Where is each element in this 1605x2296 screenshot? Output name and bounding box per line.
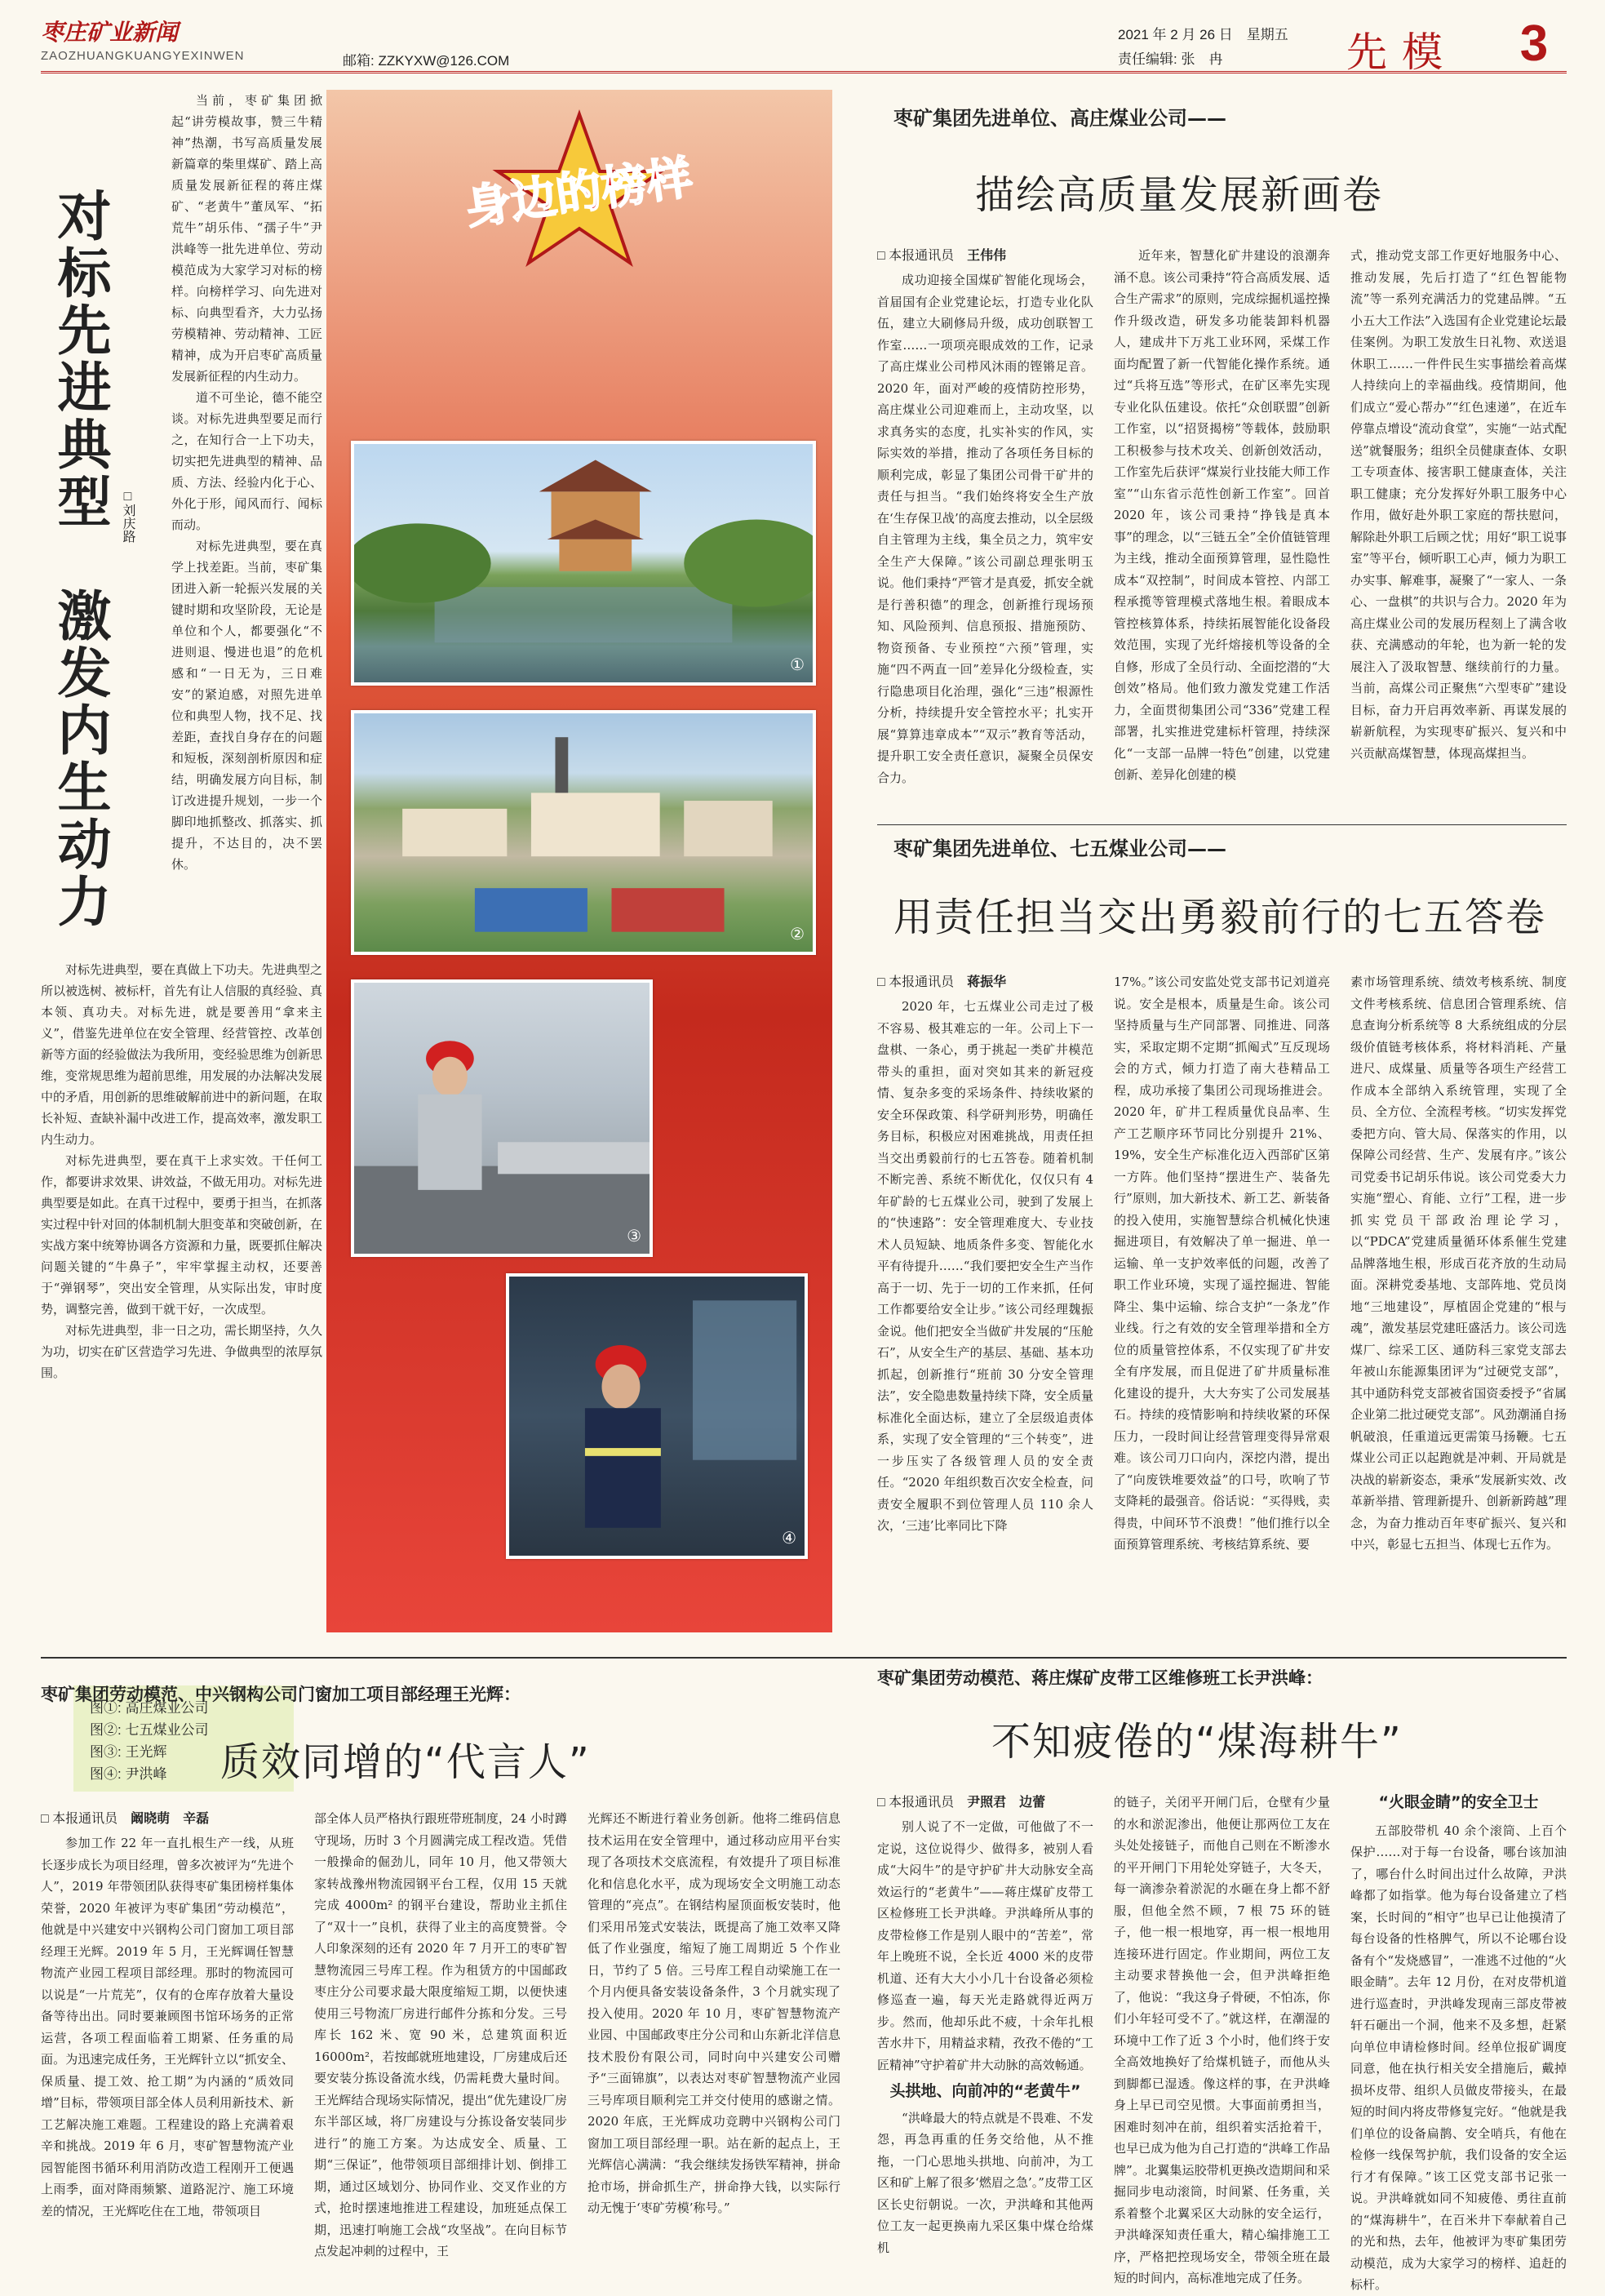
photo-mark-3: ③ <box>627 1226 641 1246</box>
caption-line: 图①: 高庄煤业公司 <box>90 1700 209 1716</box>
banner-graphic <box>424 106 734 269</box>
commentary-byline: □刘庆路 <box>121 490 135 543</box>
article-paragraph: 别人说了不一定做，可他做了不一定说，这位说得少、做得多，被别人看成“大闷牛”的是守护矿井大动脉安全高效运行的“老黄牛”——蒋庄煤矿皮带工区检修班工长尹洪峰。尹洪峰所从事的皮带检修工作是别人眼中的“苦差”，常年上晚班不说，全长近 4000 米的皮带机道、还有大大小小几十台设备必须检修巡查一遍，每天光走路就得近两万步。然而，他却乐此不疲，十余年扎根苦水井下，用精益求精，孜孜不倦的“工匠精神”守护着矿井大动脉的高效畅通。 <box>877 1819 1093 2072</box>
photo-panel <box>326 90 832 1632</box>
commentary-title: 对标先进典型 激发内生动力 <box>48 188 111 930</box>
caption-line: 图③: 王光辉 <box>90 1744 167 1760</box>
commentary-paragraph: 对标先进典型，非一日之功，需长期坚持，久久为功，切实在矿区营造学习先进、争做典型的浓厚氛围。 <box>41 1323 323 1380</box>
article-yin-hongfeng <box>877 1665 1567 2292</box>
article-byline <box>41 1808 209 1827</box>
page-number: 3 <box>1519 16 1549 72</box>
editor: 责任编辑: 张 冉 <box>1118 51 1223 67</box>
section-name: 先模 <box>1346 29 1457 76</box>
article-column: 成功迎接全国煤矿智能化现场会，首届国有企业党建论坛，打造专业化队伍，建立大刷修局升级，成功创联智工作室……一项项亮眼成效的工作，记录了高庄煤业公司栉风沐雨的铿锵足音。2020 年，面对严峻的疫情防控形势，高庄煤业公司迎难而上，主动攻坚，以求真务实的态度，扎实补实的作风，实际实效的举措，推动了各项任务目标的顺利完成，彰显了集团公司骨干矿井的责任与担当。“我们始终将安全生产放在‘生存保卫战’的高度去推动，以全层级自主管理为主线，集全员之力，筑牢安全生产大保障。”该公司副总理张明玉说。他们秉持“严管才是真爱，抓安全就是行善积德”的理念，创新推行现场预知、风险预判、信息预报、措施预防、物资预备、专业预控“六预”管理，实施“四不两直一回”差异化分级检查，实行隐患项目化治理，强化“三违”根源性分析，持续提升安全管控水平；扎实开展“算算违章成本”“双示”教育等活动，提升职工安全责任意识，凝聚全员保安合力。 <box>877 273 1093 785</box>
article-wang-guanghui <box>41 1681 849 2269</box>
byline-author: 蒋振华 <box>967 975 1007 989</box>
article-byline <box>877 1792 1045 1810</box>
article-byline <box>877 245 1006 264</box>
article-column: 部全体人员严格执行跟班带班制度，24 小时蹲守现场，历时 3 个月圆满完成工程改造。凭借一般操命的倔劲儿，同年 10 月，他又带领大家转战豫州物流园钢平台工程，仅用 15 天就完成 4000m² 的钢平台建设，帮助业主抓住了“双十一”良机，获得了业主的高度赞誉。令人印象深刻的还有 2020 年 7 月开工的枣矿智慧物流园三号库工程。作为租赁方的中国邮政枣庄分公司要求最大限度缩短工期，以便快速使用三号物流厂房进行邮件分拣和分发。三号库长 162 米、宽 90 米，总建筑面积近 16000m²，若按邮就班地建设，厂房建成后还要安装分拣设备流水线，仍需耗费大量时间。王光辉结合现场实际情况，提出“优先建设厂房东半部区域，将厂房建设与分拣设备安装同步进行”的施工方案。为达成安全、质量、工期“三保证”，他带领项目部细排计划、倒排工期，通过区域划分、协同作业、交叉作业的方式，抢时摆速地推进工程建设，加班延点保工期，迅速打响施工会战“攻坚战”。在向目标节点发起冲刺的过程中，王 <box>314 1811 567 2258</box>
article-gaozhuang <box>877 102 1567 820</box>
photo-yin-hongfeng <box>506 1273 808 1559</box>
article-column: 的链子，关闭平开闸门后，仓壁有少量的水和淤泥渗出，他便让那两位工友在头处处接链子，而他自己则在不断渗水的平开闸门下用轮处穿链子，大冬天，每一滴渗杂着淤泥的水砸在身上都不舒服，但他全然不顾，7 根 75 环的链子，他一根一根地穿，再一根一根地用连接环进行固定。作业期间，两位工友主动要求替换他一会，但尹洪峰拒绝了，他说：“我这身子骨硬，不怕冻，你们小年轻可受不了。”就这样，在潮湿的环境中工作了近 3 个小时，他们终于安全高效地换好了给煤机链子，而他从头到脚都已湿透。像这样的事，在尹洪峰身上早已司空见惯。大事面前勇担当，困难时刻冲在前，组织着实活抢着干，也早已成为他为自己打造的“洪峰工作品牌”。北翼集运胶带机更换改造期间和采掘同步电动滚筒，时间紧、任务重，关系着整个北翼采区大动脉的安全运行，尹洪峰深知责任重大，精心编排施工工序，严格把控现场安全，带领全班在最短的时间内，高标准地完成了任务。 <box>1114 1795 1330 2285</box>
commentary-body-upper <box>171 90 322 875</box>
article-column: 光辉还不断进行着业务创新。他将二维码信息技术运用在安全管理中，通过移动应用平台实现了各项技术交底流程，有效提升了项目标准化和信息化水平，成为现场安全文明施工动态管理的“亮点”。在钢结构屋顶面板安装时，他们采用吊笼式安装法，既提高了施工效率又降低了作业强度，缩短了施工周期近 5 个作业日，节约了 5 倍。三号库工程自动梁施工在一个月内便具备安装设备条件，3 个月就实现了投入使用。2020 年 10 月，枣矿智慧物流产业园、中国邮政枣庄分公司和山东新北洋信息技术股份有限公司，同时向中兴建安公司赠予“三面锦旗”，以表达对枣矿智慧物流产业园三号库项目顺利完工并交付使用的感谢之情。2020 年底，王光辉成功竞聘中兴钢构公司门窗加工项目部经理一职。站在新的起点上，王光辉信心满满：“我会继续发扬铁军精神，拼命抢市场，拼命抓生产，拼命挣大钱，以实际行动无愧于‘枣矿劳模’称号。” <box>587 1811 840 2215</box>
byline-prefix: □ 本报通讯员 <box>877 249 955 263</box>
byline-prefix: □ 本报通讯员 <box>877 1796 955 1810</box>
park-illustration <box>354 444 813 682</box>
article-kicker: 枣矿集团劳动模范、蒋庄煤矿皮带工区维修班工长尹洪峰： <box>877 1668 1323 1688</box>
commentary-paragraph: 当前，枣矿集团掀起“讲劳模故事，赞三牛精神”热潮，书写高质量发展新篇章的柴里煤矿、踏上高质量发展新征程的蒋庄煤矿、“老黄牛”董凤军、“拓荒牛”胡乐伟、“孺子牛”尹洪峰等一批先进单位、劳动模范成为大家学习对标的榜样。向榜样学习、向先进对标、向典型看齐，大力弘扬劳模精神、劳动精神、工匠精神，成为开启枣矿高质量发展新征程的内生动力。 <box>171 93 322 384</box>
article-column: 素市场管理系统、绩效考核系统、制度文件考核系统、信息团合管理系统、信息查询分析系统等 8 大系统组成的分层级价值链考核体系，将材料消耗、产量进尺、成煤量、质量等各项生产经营工作成本全部纳入系统管理，实现了全员、全方位、全流程考核。“切实发挥党委把方向、管大局、保落实的作用，以保障公司经营、生产、发展有序。”该公司党委书记胡乐伟说。该公司党委大力实施“塑心、育能、立行”工程，进一步抓实党员干部政治理论学习，以“PDCA”党建质量循环体系催生党建品牌落地生根，形成百花齐放的生动局面。深耕党委基地、支部阵地、党员岗地“三地建设”，厚植固企党建的“根与魂”，激发基层党建旺盛活力。该公司选煤厂、综采工区、通防科三家党支部去年被山东能源集团评为“过硬党支部”，其中通防科党支部被省国资委授予“省属企业第二批过硬党支部”。风劲潮涌自扬帆破浪，任重道远更需策马扬鞭。七五煤业公司正以起跑就是冲刺、开局就是决战的崭新姿态，秉承“发展新实效、改革新举措、管理新提升、创新新跨越”理念，为奋力推动百年枣矿振兴、复兴和中兴，彰显七五担当、体现七五作为。 <box>1350 975 1567 1552</box>
article-byline <box>877 971 1006 990</box>
article-kicker: 枣矿集团劳动模范、中兴钢构公司门窗加工项目部经理王光辉： <box>41 1685 521 1704</box>
article-column: 参加工作 22 年一直扎根生产一线，从班长逐步成长为项目经理，曾多次被评为“先进个人”，2019 年带领团队获得枣矿集团榜样集体荣誉，2020 年被评为枣矿集团“劳动模范”，他就是中兴建安中兴钢构公司门窗加工项目部经理王光辉。2019 年 5 月，王光辉调任智慧物流产业园工程项目部经理。那时的物流园可以说是“一片荒芜”，仅有的仓库存放着大量设备等待出出。同时要兼顾图书馆环场务的正常运营，各项工程面临着工期紧、任务重的局面。为迅速完成任务，王光辉针立以“抓安全、保质量、提工效、抢工期”为内涵的“质效同增”目标，带领项目部全体人员利用新技术、新工艺解决施工难题。工程建设的路上充满着艰辛和挑战。2019 年 6 月，枣矿智慧物流产业园智能图书循环利用消防改造工程刚开工便遇上雨季，面对降雨频繁、道路泥泞、施工环境差的情况，王光辉吃住在工地，带领项目 <box>41 1836 294 2218</box>
miner-illustration <box>509 1277 805 1556</box>
article-headline: 不知疲倦的“煤海耕牛” <box>991 1719 1403 1765</box>
banner-text: 身边的榜样 <box>462 150 696 236</box>
photo-mark-1: ① <box>790 655 805 674</box>
masthead <box>41 15 1567 76</box>
commentary-paragraph: 道不可坐论，德不能空谈。对标先进典型要足而行之，在知行合一上下功夫，切实把先进典型的精神、品质、方法、经验内化于心、外化于形，闻风而行、闻标而动。 <box>171 390 322 532</box>
newspaper-logo-pinyin: ZAOZHUANGKUANGYEXINWEN <box>41 49 245 63</box>
article-column: 2020 年，七五煤业公司走过了极不容易、极其难忘的一年。公司上下一盘棋、一条心，勇于挑起一类矿井模范带头的重担，面对突如其来的新冠疫情、复杂多变的采场条件、持续收紧的安全环保政策、科学研判形势，明确任务目标，积极应对困难挑战，用责任担当交出勇毅前行的七五答卷。随着机制不断完善、系统不断优化，仅仅只有 4 年矿龄的七五煤业公司，驶到了发展上的“快速路”：安全管理难度大、专业技术人员短缺、地质条件多变、智能化水平有待提升……“我们要把安全生产当作高于一切、先于一切的工作来抓，任何工作都要给安全让步。”该公司经理魏振金说。他们把安全当做矿井发展的“压舱石”，从安全生产的基层、基础、基本功抓起，创新推行“班前 30 分安全管理法”，安全隐患数量持续下降，安全质量标准化全面达标，建立了全层级追责体系，实现了安全管理的“三个转变”，进一步压实了各级管理人员的安全责任。“2020 年组织数百次安全检查，问责安全履职不到位管理人员 110 余人次，‘三违’比率同比下降 <box>877 999 1093 1533</box>
byline-prefix: □ 本报通讯员 <box>41 1812 118 1826</box>
newspaper-logo: 枣庄矿业新闻 <box>41 19 179 46</box>
article-column <box>877 1816 1093 2258</box>
article-headline: 用责任担当交出勇毅前行的七五答卷 <box>893 895 1547 940</box>
photo-mark-2: ② <box>790 924 805 944</box>
worker-illustration <box>354 983 650 1254</box>
commentary-paragraph: 对标先进典型，要在真学上找差距。当前，枣矿集团进入新一轮振兴发展的关键时期和攻坚阶段，无论是单位和个人，都要强化“不进则退、慢进也退”的危机感和“一日无为，三日难安”的紧迫感，对照先进单位和典型人物，找不足、找差距，查找自身存在的问题和短板，深刻剖析原因和症结，明确发展方向目标，制订改进提升规划，一步一个脚印地抓整改、抓落实、抓提升，不达目的，决不罢休。 <box>171 539 322 872</box>
divider <box>877 824 1567 825</box>
caption-line: 图②: 七五煤业公司 <box>90 1722 209 1738</box>
aerial-illustration <box>354 713 813 952</box>
article-column: 式，推动党支部工作更好地服务中心、推动发展，先后打造了“红色智能物流”等一系列充满活力的党建品牌。“五小五大工作法”入选国有企业党建论坛最佳案例。为职工发放生日礼物、欢送退休职工……一件件民生实事描绘着高煤人持续向上的幸福曲线。疫情期间，他们成立“爱心帮办”“红色速递”，在近车停靠点增设“流动食堂”，实施“一站式配送”就餐服务；组织全员健康查体、女职工专项查体、接害职工健康查体，关注职工健康；充分发挥好外职工服务中心作用，做好赴外职工家庭的帮扶慰问，解除赴外职工后顾之忧；用好“职工说事室”等平台，倾听职工心声，倾力为职工办实事、解难事，凝聚了“一家人、一条心、一盘棋”的共识与合力。2020 年为高庄煤业公司的发展历程刻上了满含收获、充满感动的年轮，也为新一轮的发展注入了汲取智慧、继续前行的力量。当前，高煤公司正聚焦“六型枣矿”建设目标，奋力开启再效率新、再谋发展的崭新航程，为实现枣矿振兴、复兴和中兴贡献高煤智慧，体现高煤担当。 <box>1350 248 1567 761</box>
commentary-paragraph: 对标先进典型，要在真干上求实效。干任何工作，都要讲求效果、讲效益，不做无用功。对标先进典型要是如此。在真干过程中，要勇于担当，在抓落实过程中针对回的体制机制大胆变革和突破创新，在实战方案中统筹协调各方资源和力量，既要抓住解决问题关键的“牛鼻子”，牢牢掌握主动权，还要善于“弹钢琴”，突出安全管理，从实际出发，审时度势，调整完善，做到干就干好，一次成型。 <box>41 1153 323 1317</box>
article-subhead: 头拱地、向前冲的“老黄牛” <box>889 2082 1081 2100</box>
article-subhead: “火眼金睛”的安全卫士 <box>1378 1793 1539 1811</box>
caption-line: 图④: 尹洪峰 <box>90 1766 167 1782</box>
byline-author: 王伟伟 <box>967 249 1007 263</box>
photo-wang-guanghui <box>351 979 653 1257</box>
article-column <box>1350 1792 1567 2296</box>
photo-mark-4: ④ <box>782 1528 796 1548</box>
byline-author: 阚晓萌 辛磊 <box>131 1812 210 1826</box>
article-paragraph: “洪峰最大的特点就是不畏难、不发怨，再急再重的任务交给他，从不推拖，一门心思地头拱地、向前冲，为工区和矿上解了很多‘燃眉之急’。”皮带工区区长史衍朝说。一次，尹洪峰和其他两位工友一起更换南九采区集中煤仓给煤机 <box>877 2110 1093 2255</box>
issue-date: 2021 年 2 月 26 日 星期五 <box>1118 27 1288 42</box>
article-column: 近年来，智慧化矿井建设的浪潮奔涌不息。该公司秉持“符合高质发展、适合生产需求”的原则，完成综掘机遥控操作升级改造，研发多功能装卸料机器人，建成井下万兆工业环网，采煤工作面均配置了新一代智能化操作系统。通过“兵将互选”等形式，在矿区率先实现专业化队伍建设。依托“众创联盟”创新工作室，以“招贤揭榜”等载体，鼓励职工积极参与技术攻关、创新创效活动，工作室先后获评“煤炭行业技能大师工作室”“山东省示范性创新工作室”。回首 2020 年，该公司秉持“挣钱是真本事”的理念，以“三链五全”全价值链管理为主线，推动全面预算管理，显性隐性成本“双控制”，时间成本管控、内部工程承揽等管理模式落地生根。着眼成本管控核算体系，持续拓展智能化设备段效范围，实现了光纤熔接机等设备的全自修，形成了全员行动、全面挖潜的“大创效”格局。他们致力激发党建工作活力，全面贯彻集团公司“336”党建工程部署，扎实推进党建标杆管理，持续深化“一支部一品牌一特色”创建，以党建创新、差异化创建的模 <box>1114 248 1330 782</box>
byline-prefix: □ 本报通讯员 <box>877 975 955 989</box>
email: 邮箱: ZZKYXW@126.COM <box>343 53 510 69</box>
article-kicker: 枣矿集团先进单位、高庄煤业公司—— <box>893 107 1226 130</box>
article-headline: 描绘高质量发展新画卷 <box>975 172 1384 218</box>
commentary-block <box>41 90 322 1649</box>
photo-qiwu-aerial <box>351 710 816 955</box>
divider <box>41 1657 1567 1659</box>
article-headline: 质效同增的“代言人” <box>220 1739 591 1785</box>
article-qiwu <box>877 833 1567 1649</box>
commentary-paragraph: 对标先进典型，要在真做上下功夫。先进典型之所以被选树、被标杆，首先有让人信服的真经验、真本领、真功夫。对标先进，就是要善用“拿来主义”，借鉴先进单位在安全管理、经营管控、改革创新等方面的经验做法为我所用，变经验思维为创新思维，变常规思维为超前思维，用发展的办法解决发展中的矛盾，用创新的思维破解前进中的新问题，在取长补短、查缺补漏中改进工作，提高效率，激发职工内生动力。 <box>41 962 323 1147</box>
commentary-body-lower <box>41 959 322 1383</box>
photo-gaozhuang-park <box>351 441 816 686</box>
byline-author: 尹照君 边蕾 <box>967 1796 1046 1810</box>
article-paragraph: 五部胶带机 40 余个滚筒、上百个保护……对于每一台设备，哪台该加油了，哪台什么时间出过什么故障，尹洪峰都了如指掌。他为每台设备建立了档案，长时间的“相守”也早已让他摸清了每台设备的性格脾气，所以不论哪台设备有个“发烧感冒”，一准逃不过他的“火眼金睛”。去年 12 月份，在对皮带机道进行巡查时，尹洪峰发现南三部皮带被轩石砸出一个洞，他来不及多想，赶紧向单位申请检修时间。经单位报矿调度同意，他在执行相关安全措施后，戴掉损坏皮带、组织人员做皮带接头，在最短的时间内将皮带修复完好。“他就是我们单位的设备扁鹊、安全哨兵，有他在检修一线保驾护航，我们设备的安全运行才有保障。”该工区党支部书记张一说。尹洪峰就如同不知疲倦、勇往直前的“煤海耕牛”，在百米井下奉献着自己的光和热，去年，他被评为枣矿集团劳动模范，成为大家学习的榜样、追赶的标杆。 <box>1350 1823 1567 2292</box>
article-column: 17%。”该公司安监处党支部书记刘道亮说。安全是根本，质量是生命。该公司坚持质量与生产同部署、同推进、同落实，采取定期不定期“抓阄式”互反现场会的方式，倾力打造了南大巷精品工程，成功承接了集团公司现场推进会。2020 年，矿井工程质量优良品率、生产工艺顺序环节同比分别提升 21%、19%，安全生产标准化迈入西部矿区第一方阵。他们坚持“摆进生产、装备先行”原则，加大新技术、新工艺、新装备的投入使用，实施智慧综合机械化快速掘进项目，有效解决了单一掘进、单一运输、单一支护效率低的问题，改善了职工作业环境，实现了遥控掘进、智能降尘、集中运输、综合支护“一条龙”作业线。行之有效的安全管理举措和全方位的质量管控体系，不仅实现了矿井安全有序发展，而且促进了矿井质量标准化建设的提升，大大夯实了公司发展基石。持续的疫情影响和持续收紧的环保压力，一段时间让经营管理变得异常艰难。该公司刀口向内，深挖内潜，提出了“向废铁堆要效益”的口号，吹响了节支降耗的最强音。俗话说：“买得贱，卖得贵，中间环节不浪费！”他们推行以全面预算管理系统、考核结算系统、要 <box>1114 975 1330 1552</box>
article-kicker: 枣矿集团先进单位、七五煤业公司—— <box>893 837 1226 860</box>
